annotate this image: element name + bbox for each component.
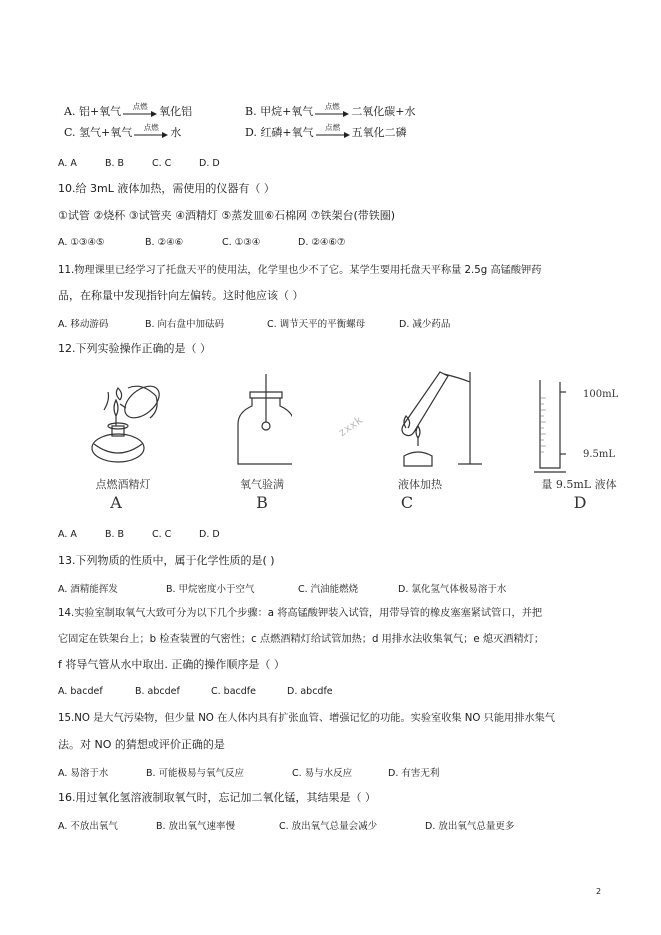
q13-option-c[interactable]: C. 汽油能燃烧 — [298, 584, 359, 595]
q11-option-b[interactable]: B. 向右盘中加砝码 — [145, 319, 225, 330]
figure-b-oxygen-check — [232, 372, 292, 472]
q11-stem-line1: 11.物理课里已经学习了托盘天平的使用法，化学里也少不了它。某学生要用托盘天平称量 2.5g 高锰酸钾药 — [58, 265, 542, 276]
reaction-d-product: 五氧化二磷 — [351, 126, 407, 139]
reaction-arrow — [315, 102, 349, 118]
q16-option-c[interactable]: C. 放出氧气总量会减少 — [279, 821, 378, 832]
reaction-a-reactants: 铝+氧气 — [78, 105, 122, 118]
watermark: zxxk — [335, 413, 365, 440]
reaction-condition: 点燃 — [325, 123, 341, 132]
q13-option-d[interactable]: D. 氯化氢气体极易溶于水 — [398, 584, 507, 595]
page-number: 2 — [596, 887, 602, 896]
reaction-option-c — [64, 124, 181, 140]
q14-option-c[interactable]: C. bacdfe — [211, 686, 256, 697]
reaction-c-product: 水 — [170, 126, 182, 139]
q15-option-a[interactable]: A. 易溶于水 — [58, 768, 109, 779]
reaction-arrow — [134, 123, 168, 139]
q16-options — [58, 818, 514, 832]
figure-b-letter: B — [256, 493, 268, 512]
q11-option-c[interactable]: C. 调节天平的平衡螺母 — [267, 319, 366, 330]
q9-option-b[interactable]: B. B — [105, 158, 125, 169]
q12-option-d[interactable]: D. D — [199, 529, 220, 540]
q14-option-d[interactable]: D. abcdfe — [287, 686, 333, 697]
figure-d-measuring-cylinder — [530, 378, 570, 478]
figure-a-letter: A — [110, 493, 122, 512]
reaction-c-reactants: 氢气+氧气 — [79, 126, 133, 139]
reaction-d-label: D. — [245, 126, 257, 139]
q12-option-b[interactable]: B. B — [105, 529, 125, 540]
q15-options — [58, 765, 439, 779]
q15-option-d[interactable]: D. 有害无利 — [388, 768, 440, 779]
figure-c-caption: 液体加热 — [398, 478, 442, 491]
reaction-arrow — [123, 102, 157, 118]
q10-stem: 10.给 3mL 液体加热，需使用的仪器有（ ） — [58, 182, 275, 195]
reaction-condition: 点燃 — [324, 102, 340, 111]
q10-option-d[interactable]: D. ②④⑥⑦ — [298, 237, 346, 248]
q10-option-b[interactable]: B. ②④⑥ — [145, 237, 184, 248]
q10-option-c[interactable]: C. ①③④ — [222, 237, 261, 248]
q13-option-b[interactable]: B. 甲烷密度小于空气 — [166, 584, 255, 595]
q16-option-b[interactable]: B. 放出氧气速率慢 — [156, 821, 236, 832]
reaction-b-reactants: 甲烷+氧气 — [260, 105, 314, 118]
q14-option-b[interactable]: B. abcdef — [135, 686, 180, 697]
reaction-b-label: B. — [245, 105, 257, 118]
q12-option-c[interactable]: C. C — [152, 529, 172, 540]
reaction-condition: 点燃 — [143, 123, 159, 132]
q15-option-c[interactable]: C. 易与水反应 — [292, 768, 353, 779]
q15-stem-line1: 15.NO 是大气污染物，但少量 NO 在人体内具有扩张血管、增强记忆的功能。实验室收集 NO 只能用排水集气 — [58, 713, 555, 724]
cylinder-100ml-label: 100mL — [583, 389, 619, 400]
q16-option-a[interactable]: A. 不放出氧气 — [58, 821, 118, 832]
q14-options — [58, 686, 333, 697]
q13-stem: 13.下列物质的性质中，属于化学性质的是( ) — [58, 554, 275, 567]
figure-c-letter: C — [400, 493, 414, 512]
figure-c-heating-liquid — [378, 368, 488, 478]
figure-d-letter: D — [573, 493, 587, 512]
reaction-b-product: 二氧化碳+水 — [351, 105, 416, 118]
q15-stem-line2: 法。对 NO 的猜想或评价正确的是 — [58, 738, 225, 751]
figure-a-lighting-lamp — [80, 370, 180, 470]
q14-stem-line3: f 将导气管从水中取出. 正确的操作顺序是（ ） — [58, 658, 285, 671]
q11-stem-line2: 品，在称量中发现指针向左偏转。这时他应该（ ） — [58, 289, 304, 302]
q13-options — [58, 581, 506, 595]
q14-stem-line2: 它固定在铁架台上；b 检查装置的气密性；c 点燃酒精灯给试管加热；d 用排水法收集氧气；e 熄灭酒精灯； — [58, 634, 545, 645]
q9-option-d[interactable]: D. D — [199, 158, 220, 169]
reaction-d-reactants: 红磷+氧气 — [260, 126, 314, 139]
q10-option-a[interactable]: A. ①③④⑤ — [58, 237, 105, 248]
q11-option-a[interactable]: A. 移动游码 — [58, 319, 109, 330]
q12-options — [58, 529, 220, 540]
q9-option-a[interactable]: A. A — [58, 158, 77, 169]
q15-option-b[interactable]: B. 可能极易与氧气反应 — [146, 768, 245, 779]
q16-stem: 16.用过氧化氢溶液制取氧气时，忘记加二氧化锰，其结果是（ ） — [58, 791, 376, 804]
q11-options — [58, 316, 450, 330]
reaction-a-product: 氧化铝 — [159, 105, 193, 118]
reaction-a-label: A. — [64, 105, 76, 118]
figure-d-caption: 量 9.5mL 液体 — [541, 478, 617, 491]
q9-option-c[interactable]: C. C — [152, 158, 172, 169]
q12-stem: 12.下列实验操作正确的是（ ） — [58, 342, 211, 355]
reaction-option-b — [245, 103, 416, 119]
reaction-c-label: C. — [64, 126, 76, 139]
cylinder-9.5ml-label: 9.5mL — [583, 449, 616, 460]
figure-b-caption: 氧气验满 — [240, 478, 284, 491]
reaction-option-a — [64, 103, 192, 119]
figure-a-caption: 点燃酒精灯 — [95, 478, 151, 491]
q14-option-a[interactable]: A. bacdef — [58, 686, 103, 697]
q11-option-d[interactable]: D. 减少药品 — [399, 319, 451, 330]
reaction-arrow — [316, 123, 350, 139]
q12-option-a[interactable]: A. A — [58, 529, 77, 540]
reaction-option-d — [245, 124, 407, 140]
q16-option-d[interactable]: D. 放出氧气总量更多 — [425, 821, 515, 832]
q10-items: ①试管 ②烧杯 ③试管夹 ④酒精灯 ⑤蒸发皿⑥石棉网 ⑦铁架台(带铁圈) — [58, 209, 396, 222]
reaction-condition: 点燃 — [132, 102, 148, 111]
q13-option-a[interactable]: A. 酒精能挥发 — [58, 584, 118, 595]
q14-stem-line1: 14.实验室制取氧气大致可分为以下几个步骤：a 将高锰酸钾装入试管，用带导管的橡皮塞塞紧试管口，并把 — [58, 608, 543, 619]
q10-options — [58, 237, 345, 248]
q9-options — [58, 158, 220, 169]
